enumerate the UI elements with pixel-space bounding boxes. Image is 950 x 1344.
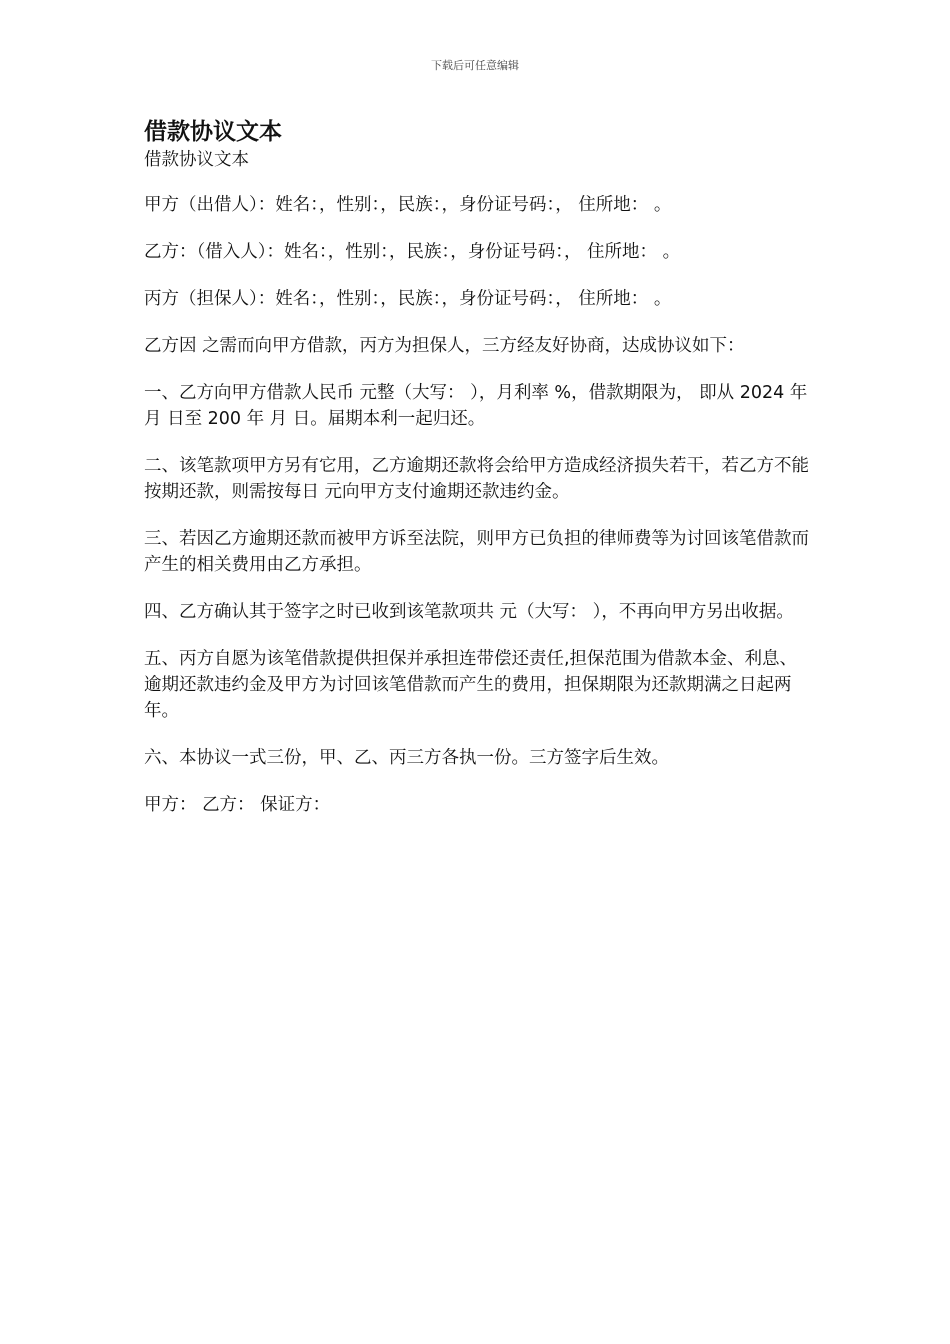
document-subtitle: 借款协议文本 [144,150,249,170]
party-borrower: 乙方：（借入人）：姓名：，性别：，民族：，身份证号码：， 住所地： 。 [144,242,681,262]
clause-5: 五、丙方自愿为该笔借款提供担保并承担连带偿还责任,担保范围为借款本金、利息、逾期还款违约金及甲方为讨回该笔借款而产生的费用，担保期限为还款期满之日起两年。 [144,649,798,721]
document-title: 借款协议文本 [144,119,282,145]
party-lender: 甲方（出借人）：姓名：，性别：，民族：，身份证号码：， 住所地： 。 [144,195,672,215]
clause-4: 四、乙方确认其于签字之时已收到该笔款项共 元（大写： ），不再向甲方另出收据。 [144,602,794,622]
party-guarantor: 丙方（担保人）：姓名：，性别：，民族：，身份证号码：， 住所地： 。 [144,289,672,309]
document-body [144,117,809,839]
signature-line: 甲方： 乙方： 保证方： [144,795,331,815]
clause-3: 三、若因乙方逾期还款而被甲方诉至法院，则甲方已负担的律师费等为讨回该笔借款而产生的相关费用由乙方承担。 [144,529,809,575]
clause-6: 六、本协议一式三份，甲、乙、丙三方各执一份。三方签字后生效。 [144,748,669,768]
clause-1: 一、乙方向甲方借款人民币 元整（大写： ），月利率 %，借款期限为， 即从 2024 年 月 日至 200 年 月 日。届期本利一起归还。 [144,383,808,429]
download-note: 下载后可任意编辑 [431,59,519,72]
clause-2: 二、该笔款项甲方另有它用，乙方逾期还款将会给甲方造成经济损失若干，若乙方不能按期还款，则需按每日 元向甲方支付逾期还款违约金。 [144,456,809,502]
agreement-intro: 乙方因 之需而向甲方借款，丙方为担保人，三方经友好协商，达成协议如下： [144,336,745,356]
